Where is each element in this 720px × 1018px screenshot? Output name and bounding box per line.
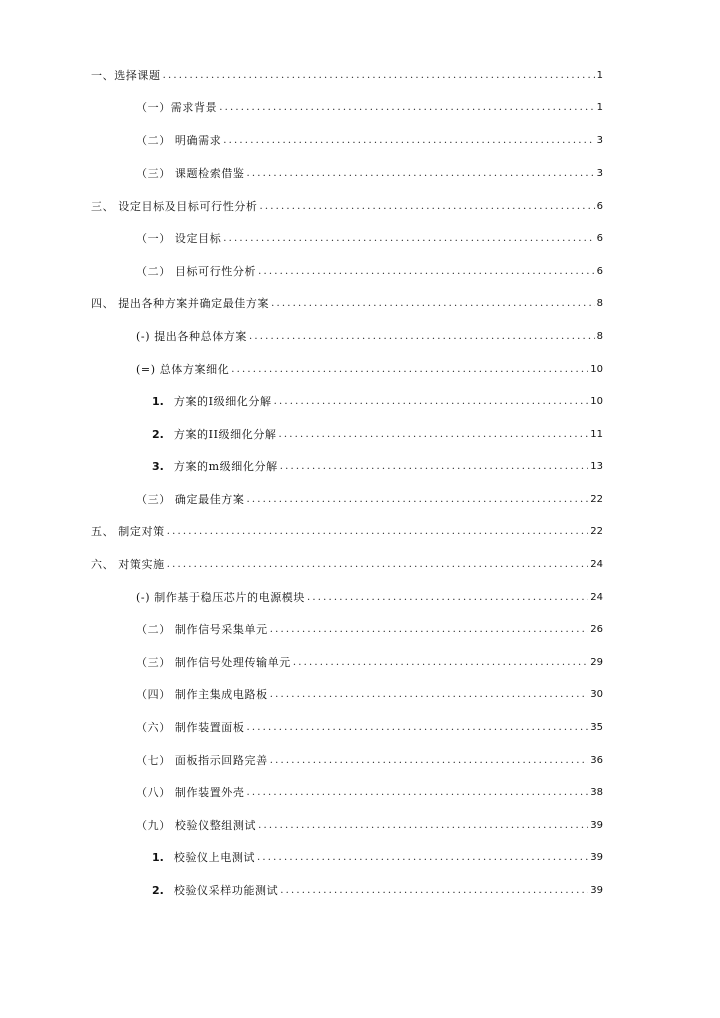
toc-entry-label: （二） 明确需求	[136, 134, 222, 147]
toc-leader-dots	[307, 588, 588, 608]
toc-entry[interactable]	[91, 522, 603, 542]
toc-leader-dots	[249, 327, 595, 347]
toc-leader-dots	[270, 620, 589, 640]
toc-page-number: 8	[596, 331, 603, 342]
toc-entry-label: (=) 总体方案细化	[136, 363, 230, 376]
toc-leader-dots	[270, 751, 589, 771]
toc-entry[interactable]	[91, 66, 603, 86]
toc-entry-number: 2.	[152, 428, 164, 441]
toc-entry[interactable]	[136, 164, 603, 184]
toc-entry-label: 方案的m级细化分解	[173, 460, 278, 473]
toc-entry[interactable]	[91, 294, 603, 314]
toc-entry[interactable]	[152, 392, 603, 412]
toc-leader-dots	[279, 425, 589, 445]
toc-leader-dots	[223, 131, 594, 151]
toc-entry-label: （三） 课题检索借鉴	[136, 167, 245, 180]
toc-entry-label: 六、 对策实施	[91, 558, 165, 571]
toc-entry-label: 三、 设定目标及目标可行性分析	[91, 200, 258, 213]
toc-page-number: 36	[590, 755, 603, 766]
toc-leader-dots	[274, 392, 589, 412]
toc-entry[interactable]	[136, 131, 603, 151]
toc-entry-label: 校验仪采样功能测试	[173, 884, 279, 897]
toc-page-number: 22	[590, 494, 603, 505]
toc-entry-label: （三） 确定最佳方案	[136, 493, 245, 506]
toc-entry[interactable]	[136, 816, 603, 836]
toc-entry[interactable]	[152, 848, 603, 868]
toc-page-number: 35	[590, 722, 603, 733]
toc-entry-label: （六） 制作装置面板	[136, 721, 245, 734]
toc-page-number: 39	[590, 885, 603, 896]
toc-entry[interactable]	[136, 718, 603, 738]
toc-entry-number: 3.	[152, 460, 164, 473]
toc-entry-label: 五、 制定对策	[91, 525, 165, 538]
toc-entry[interactable]	[91, 197, 603, 217]
toc-entry-number: 2.	[152, 884, 164, 897]
toc-page-number: 6	[596, 201, 603, 212]
toc-entry[interactable]	[136, 588, 603, 608]
toc-page-number: 13	[590, 461, 603, 472]
toc-entry-label: 方案的II级细化分解	[173, 428, 277, 441]
toc-entry[interactable]	[136, 685, 603, 705]
toc-leader-dots	[223, 229, 594, 249]
toc-entry-label: 一、选择课题	[91, 69, 161, 82]
toc-leader-dots	[167, 555, 589, 575]
toc-page-number: 3	[596, 135, 603, 146]
toc-leader-dots	[247, 718, 589, 738]
toc-page-number: 8	[596, 298, 603, 309]
toc-entry[interactable]	[152, 457, 603, 477]
toc-entry-number: 1.	[152, 851, 164, 864]
toc-leader-dots	[271, 294, 595, 314]
toc-page-number: 30	[590, 689, 603, 700]
toc-entry-number: 1.	[152, 395, 164, 408]
toc-entry-label: （三） 制作信号处理传输单元	[136, 656, 291, 669]
toc-leader-dots	[270, 685, 589, 705]
toc-page-number: 6	[596, 266, 603, 277]
toc-page-number: 6	[596, 233, 603, 244]
toc-entry-label: (-) 制作基于稳压芯片的电源模块	[136, 591, 305, 604]
toc-entry[interactable]	[136, 98, 603, 118]
toc-entry[interactable]	[136, 229, 603, 249]
toc-page-number: 29	[590, 657, 603, 668]
toc-entry-label: （一）需求背景	[136, 101, 218, 114]
toc-entry-label: （八） 制作装置外壳	[136, 786, 245, 799]
toc-entry-label: 四、 提出各种方案并确定最佳方案	[91, 297, 270, 310]
toc-page-number: 38	[590, 787, 603, 798]
toc-page-number: 1	[596, 102, 603, 113]
toc-entry[interactable]	[136, 751, 603, 771]
toc-leader-dots	[257, 848, 588, 868]
toc-leader-dots	[258, 262, 595, 282]
toc-entry[interactable]	[152, 425, 603, 445]
toc-entry-label: 校验仪上电测试	[173, 851, 256, 864]
toc-entry[interactable]	[136, 262, 603, 282]
toc-entry-label: (-) 提出各种总体方案	[136, 330, 247, 343]
toc-page-number: 24	[590, 592, 603, 603]
toc-page-number: 39	[590, 820, 603, 831]
toc-entry-label: （七） 面板指示回路完善	[136, 754, 268, 767]
toc-leader-dots	[247, 164, 595, 184]
toc-entry[interactable]	[91, 555, 603, 575]
toc-page-number: 3	[596, 168, 603, 179]
toc-leader-dots	[247, 783, 589, 803]
toc-page-number: 39	[590, 852, 603, 863]
toc-leader-dots	[247, 490, 589, 510]
toc-leader-dots	[280, 881, 588, 901]
toc-leader-dots	[167, 522, 589, 542]
toc-entry-label: （二） 目标可行性分析	[136, 265, 257, 278]
toc-leader-dots	[231, 360, 588, 380]
toc-page-number: 24	[590, 559, 603, 570]
toc-leader-dots	[219, 98, 594, 118]
toc-leader-dots	[293, 653, 588, 673]
toc-entry-label: （一） 设定目标	[136, 232, 222, 245]
toc-page-number: 10	[590, 396, 603, 407]
toc-page-number: 1	[596, 70, 603, 81]
toc-leader-dots	[163, 66, 595, 86]
toc-page-number: 22	[590, 526, 603, 537]
toc-page-number: 26	[590, 624, 603, 635]
toc-entry-label: 方案的I级细化分解	[173, 395, 272, 408]
toc-entry[interactable]	[136, 783, 603, 803]
toc-entry[interactable]	[152, 881, 603, 901]
toc-entry[interactable]	[136, 360, 603, 380]
toc-entry[interactable]	[136, 653, 603, 673]
toc-leader-dots	[258, 816, 588, 836]
toc-page-number: 11	[590, 429, 603, 440]
toc-leader-dots	[280, 457, 589, 477]
toc-entry-label: （九） 校验仪整组测试	[136, 819, 257, 832]
toc-entry-label: （四） 制作主集成电路板	[136, 688, 268, 701]
toc-entry[interactable]	[136, 327, 603, 347]
toc-leader-dots	[260, 197, 595, 217]
toc-entry[interactable]	[136, 490, 603, 510]
toc-page-number: 10	[590, 364, 603, 375]
toc-entry-label: （二） 制作信号采集单元	[136, 623, 268, 636]
toc-entry[interactable]	[136, 620, 603, 640]
